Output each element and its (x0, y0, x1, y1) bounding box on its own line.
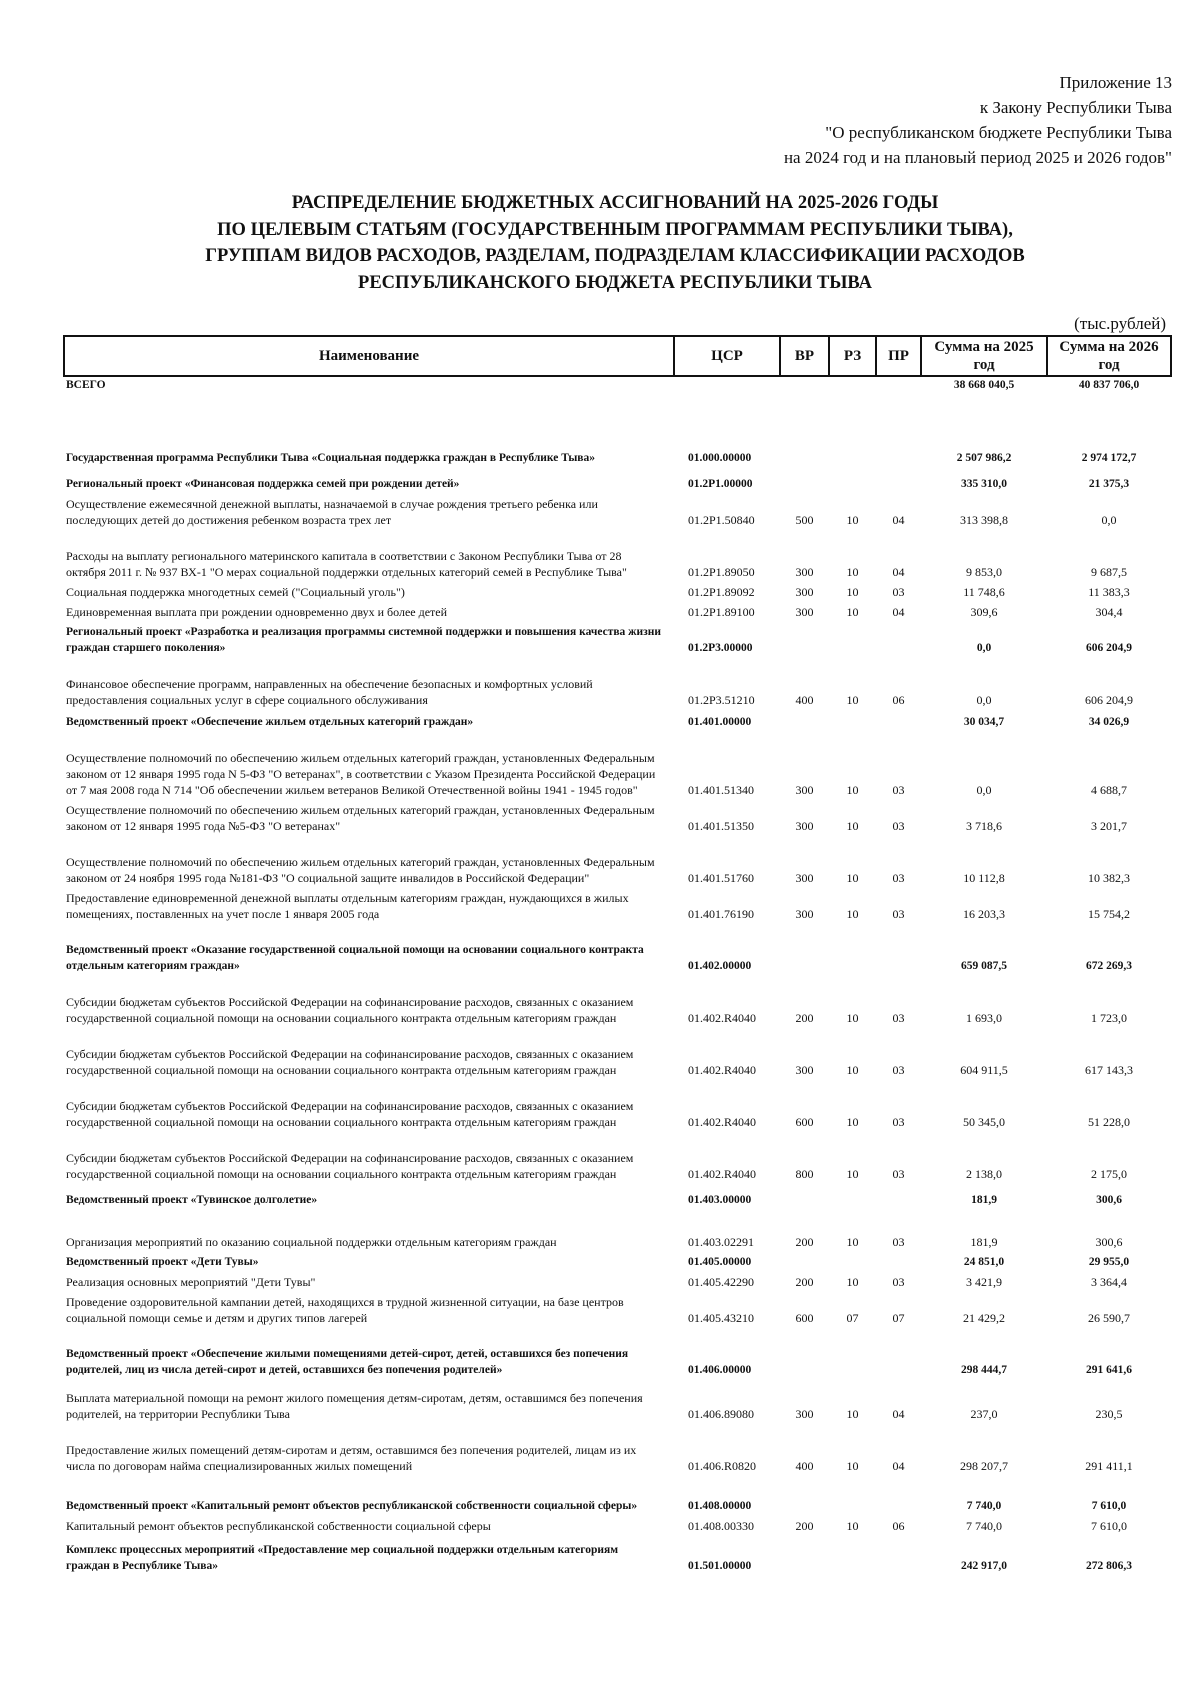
cell-rz (829, 620, 876, 656)
cell-pr: 03 (892, 1011, 905, 1025)
cell-pr (876, 922, 921, 974)
cell-rz (829, 708, 876, 730)
cell-csr: 01.403.00000 (688, 1194, 752, 1206)
cell-csr: 01.406.R0820 (688, 1459, 757, 1473)
title-line: РЕСПУБЛИКАНСКОГО БЮДЖЕТА РЕСПУБЛИКИ ТЫВА (358, 272, 872, 293)
table-row (64, 922, 1171, 974)
cell-pr (876, 1474, 921, 1514)
cell-name: Расходы на выплату регионального материнского капитала в соответствии с Законом Республики Тыва от 28 октября 2011 г. № 937 ВХ-1 "О мерах социальной поддержки отдельных категорий семей в Республике Тыва" (66, 549, 627, 579)
cell-rz: 10 (846, 1115, 859, 1129)
cell-name: Социальная поддержка многодетных семей ("Социальный уголь") (66, 585, 405, 599)
cell-name: Осуществление полномочий по обеспечению жильем отдельных категорий граждан, установленных Федеральным законом от 12 января 1995 года N 5-ФЗ "О ветеранах", в соответствии с Указом Президента Российской Федерации от 7 мая 2008 года N 714 "Об обеспечении жильем ветеранов Великой Отечественной войны 1941 - 1945 годов" (66, 751, 656, 797)
header-sum-2026: Сумма на 2026 год (1047, 336, 1171, 376)
cell-s2025: 1 693,0 (966, 1011, 1002, 1025)
cell-name: Субсидии бюджетам субъектов Российской Федерации на софинансирование расходов, связанных с оказанием государственной социальной помощи на основании социального контракта отдельным категориям граждан (66, 1099, 634, 1129)
cell-s2026: 2 175,0 (1091, 1167, 1127, 1181)
cell-rz: 10 (846, 1235, 859, 1249)
table-row (64, 1514, 1171, 1534)
cell-pr: 04 (892, 605, 905, 619)
cell-rz: 10 (846, 819, 859, 833)
cell-vr (780, 1534, 829, 1574)
table-row (64, 580, 1171, 600)
cell-csr: 01.405.43210 (688, 1311, 754, 1325)
cell-vr: 300 (795, 907, 814, 921)
cell-pr: 03 (892, 819, 905, 833)
table-row (64, 492, 1171, 528)
cell-name: Государственная программа Республики Тыва «Социальная поддержка граждан в Республике Тыва» (66, 452, 596, 464)
cell-s2025: 313 398,8 (960, 513, 1008, 527)
cell-s2026: 10 382,3 (1088, 871, 1130, 885)
table-row (64, 708, 1171, 730)
table-row (64, 1208, 1171, 1250)
cell-s2025: 30 034,7 (963, 716, 1005, 728)
cell-name: Комплекс процессных мероприятий «Предоставление мер социальной поддержки отдельным категориям граждан в Республике Тыва» (66, 1544, 619, 1572)
cell-rz: 10 (846, 1519, 859, 1533)
cell-csr: 01.401.76190 (688, 907, 754, 921)
cell-pr: 03 (892, 1063, 905, 1077)
cell-rz: 10 (846, 1459, 859, 1473)
cell-s2026: 2 974 172,7 (1081, 452, 1137, 464)
table-row (64, 656, 1171, 708)
cell-pr (876, 1182, 921, 1208)
cell-rz (829, 1474, 876, 1514)
cell-name: Ведомственный проект «Обеспечение жильем отдельных категорий граждан» (66, 716, 474, 728)
table-row (64, 798, 1171, 834)
cell-s2026: 291 411,1 (1085, 1459, 1133, 1473)
cell-name: Ведомственный проект «Тувинское долголетие» (66, 1194, 318, 1206)
cell-s2026: 304,4 (1095, 605, 1123, 619)
cell-s2025: 309,6 (970, 605, 998, 619)
cell-pr (876, 376, 921, 420)
cell-rz: 10 (846, 1407, 859, 1421)
cell-s2026: 291 641,6 (1086, 1364, 1132, 1376)
cell-s2026: 272 806,3 (1086, 1560, 1132, 1572)
cell-csr: 01.408.00330 (688, 1519, 754, 1533)
cell-csr: 01.2P1.89050 (688, 565, 755, 579)
cell-rz: 10 (846, 783, 859, 797)
cell-csr: 01.403.02291 (688, 1235, 754, 1249)
cell-s2026: 230,5 (1095, 1407, 1123, 1421)
cell-vr (780, 466, 829, 492)
document-title (60, 190, 1170, 296)
table-row (64, 886, 1171, 922)
cell-rz: 10 (846, 693, 859, 707)
cell-vr (780, 376, 829, 420)
cell-vr: 600 (795, 1311, 814, 1325)
header-csr: ЦСР (674, 336, 780, 376)
cell-csr: 01.401.51760 (688, 871, 754, 885)
cell-pr (876, 620, 921, 656)
table-row (64, 376, 1171, 420)
cell-vr: 600 (795, 1115, 814, 1129)
cell-name: Проведение оздоровительной кампании детей, находящихся в трудной жизненной ситуации, на базе центров социальной помощи семье и детям и других типов лагерей (66, 1295, 624, 1325)
cell-csr: 01.402.R4040 (688, 1115, 757, 1129)
appendix-line: Приложение 13 (1059, 73, 1172, 92)
table-row (64, 1422, 1171, 1474)
cell-pr (876, 1250, 921, 1270)
cell-s2026: 3 201,7 (1091, 819, 1127, 833)
appendix-note (784, 70, 1172, 170)
cell-vr (780, 922, 829, 974)
cell-vr: 300 (795, 565, 814, 579)
cell-name: ВСЕГО (66, 379, 106, 391)
cell-name: Региональный проект «Финансовая поддержка семей при рождении детей» (66, 478, 460, 490)
cell-name: Региональный проект «Разработка и реализация программы системной поддержки и повышения качества жизни граждан старшего поколения» (66, 626, 662, 654)
table-row (64, 1078, 1171, 1130)
cell-s2025: 237,0 (970, 1407, 998, 1421)
cell-vr: 300 (795, 783, 814, 797)
cell-vr (780, 1250, 829, 1270)
cell-s2025: 3 421,9 (966, 1275, 1002, 1289)
cell-name: Ведомственный проект «Капитальный ремонт объектов республиканской собственности социальной сферы» (66, 1500, 638, 1512)
cell-name: Осуществление полномочий по обеспечению жильем отдельных категорий граждан, установленных Федеральным законом от 12 января 1995 года №5-ФЗ "О ветеранах" (66, 803, 655, 833)
cell-pr: 06 (892, 693, 905, 707)
cell-pr (876, 466, 921, 492)
cell-pr: 07 (892, 1311, 905, 1325)
cell-vr (780, 1182, 829, 1208)
cell-rz: 10 (846, 1063, 859, 1077)
cell-s2025: 11 748,6 (963, 585, 1005, 599)
table-row (64, 974, 1171, 1026)
cell-s2026: 617 143,3 (1085, 1063, 1133, 1077)
table-row (64, 620, 1171, 656)
cell-rz (829, 1534, 876, 1574)
cell-s2026: 1 723,0 (1091, 1011, 1127, 1025)
cell-csr: 01.2P1.00000 (688, 478, 753, 490)
cell-pr: 04 (892, 565, 905, 579)
cell-csr: 01.401.51350 (688, 819, 754, 833)
cell-vr: 800 (795, 1167, 814, 1181)
cell-s2026: 0,0 (1101, 513, 1117, 527)
cell-s2025: 16 203,3 (963, 907, 1005, 921)
cell-name: Ведомственный проект «Оказание государственной социальной помощи на основании социального контракта отдельным категориям граждан» (66, 944, 644, 972)
cell-pr: 03 (892, 783, 905, 797)
cell-rz (829, 1182, 876, 1208)
cell-csr: 01.408.00000 (688, 1500, 752, 1512)
cell-s2025: 604 911,5 (960, 1063, 1008, 1077)
cell-vr: 300 (795, 819, 814, 833)
cell-vr: 300 (795, 1407, 814, 1421)
cell-s2025: 298 207,7 (960, 1459, 1008, 1473)
cell-pr: 03 (892, 1235, 905, 1249)
table-row (64, 1326, 1171, 1378)
cell-pr: 03 (892, 871, 905, 885)
cell-rz: 10 (846, 513, 859, 527)
cell-pr (876, 1534, 921, 1574)
cell-vr: 400 (795, 1459, 814, 1473)
table-row (64, 466, 1171, 492)
cell-rz: 10 (846, 1275, 859, 1289)
table-body (64, 376, 1171, 1574)
table-row (64, 1290, 1171, 1326)
cell-pr: 04 (892, 1459, 905, 1473)
table-row (64, 1182, 1171, 1208)
cell-pr: 03 (892, 1275, 905, 1289)
cell-s2026: 26 590,7 (1088, 1311, 1130, 1325)
cell-name: Предоставление единовременной денежной выплаты отдельным категориям граждан, нуждающихся в жилых помещениях, поставленных на учет после 1 января 2005 года (66, 891, 629, 921)
unit-label: (тыс.рублей) (1074, 314, 1166, 333)
table-row (64, 528, 1171, 580)
cell-s2025: 659 087,5 (961, 960, 1007, 972)
cell-vr: 200 (795, 1275, 814, 1289)
cell-name: Ведомственный проект «Обеспечение жилыми помещениями детей-сирот, детей, оставшихся без попечения родителей, лиц из числа детей-сирот и детей, оставшихся без попечения родителей» (66, 1348, 629, 1376)
title-line: РАСПРЕДЕЛЕНИЕ БЮДЖЕТНЫХ АССИГНОВАНИЙ НА 2025-2026 ГОДЫ (291, 193, 939, 213)
cell-s2025: 3 718,6 (966, 819, 1002, 833)
header-rz: РЗ (829, 336, 876, 376)
cell-s2026: 15 754,2 (1088, 907, 1130, 921)
cell-s2025: 9 853,0 (966, 565, 1002, 579)
cell-csr: 01.2P3.51210 (688, 693, 755, 707)
cell-name: Выплата материальной помощи на ремонт жилого помещения детям-сиротам, детям, оставшимся без попечения родителей, на территории Республики Тыва (66, 1391, 643, 1421)
header-sum-2025: Сумма на 2025 год (921, 336, 1047, 376)
title-line: ГРУППАМ ВИДОВ РАСХОДОВ, РАЗДЕЛАМ, ПОДРАЗДЕЛАМ КЛАССИФИКАЦИИ РАСХОДОВ (205, 246, 1025, 266)
cell-csr (674, 376, 780, 420)
cell-s2025: 0,0 (976, 783, 992, 797)
table-row (64, 730, 1171, 798)
cell-pr: 06 (892, 1519, 905, 1533)
cell-csr: 01.406.00000 (688, 1364, 752, 1376)
cell-rz (829, 1250, 876, 1270)
cell-s2026: 300,6 (1095, 1235, 1123, 1249)
cell-vr (780, 1474, 829, 1514)
header-pr: ПР (876, 336, 921, 376)
cell-name: Единовременная выплата при рождении одновременно двух и более детей (66, 605, 448, 619)
cell-name: Субсидии бюджетам субъектов Российской Федерации на софинансирование расходов, связанных с оказанием государственной социальной помощи на основании социального контракта отдельным категориям граждан (66, 995, 634, 1025)
table-row (64, 1026, 1171, 1078)
cell-csr: 01.402.00000 (688, 960, 752, 972)
cell-vr (780, 1326, 829, 1378)
cell-rz: 10 (846, 871, 859, 885)
cell-vr (780, 708, 829, 730)
cell-s2026: 606 204,9 (1086, 642, 1132, 654)
cell-s2026: 300,6 (1096, 1194, 1122, 1206)
cell-s2025: 335 310,0 (961, 478, 1007, 490)
cell-s2026: 51 228,0 (1088, 1115, 1130, 1129)
table-row (64, 1250, 1171, 1270)
cell-rz (829, 922, 876, 974)
cell-csr: 01.2P1.50840 (688, 513, 755, 527)
cell-s2025: 181,9 (971, 1194, 997, 1206)
cell-vr: 300 (795, 871, 814, 885)
cell-vr: 200 (795, 1519, 814, 1533)
cell-s2026: 7 610,0 (1091, 1519, 1127, 1533)
cell-s2025: 0,0 (976, 642, 992, 654)
cell-vr: 200 (795, 1011, 814, 1025)
cell-s2026: 40 837 706,0 (1078, 379, 1140, 391)
cell-vr: 300 (795, 1063, 814, 1077)
cell-s2026: 9 687,5 (1091, 565, 1127, 579)
table-row (64, 834, 1171, 886)
cell-s2025: 181,9 (970, 1235, 998, 1249)
cell-rz: 10 (846, 585, 859, 599)
cell-pr: 03 (892, 585, 905, 599)
cell-csr: 01.402.R4040 (688, 1167, 757, 1181)
cell-s2026: 29 955,0 (1088, 1256, 1130, 1268)
cell-s2025: 7 740,0 (966, 1500, 1002, 1512)
cell-s2025: 10 112,8 (963, 871, 1005, 885)
cell-vr: 300 (795, 585, 814, 599)
appendix-line: к Закону Республики Тыва (979, 98, 1172, 117)
cell-rz: 10 (846, 1167, 859, 1181)
cell-s2025: 21 429,2 (963, 1311, 1005, 1325)
cell-name: Предоставление жилых помещений детям-сиротам и детям, оставшимся без попечения родителей, лицам из их числа по договорам найма специализированных жилых помещений (66, 1443, 637, 1473)
cell-vr: 300 (795, 605, 814, 619)
table-row (64, 420, 1171, 466)
table-row (64, 600, 1171, 620)
cell-name: Осуществление ежемесячной денежной выплаты, назначаемой в случае рождения третьего ребенка или последующих детей до достижения ребенком возраста трех лет (66, 497, 598, 527)
cell-s2026: 34 026,9 (1088, 716, 1130, 728)
cell-pr: 03 (892, 1167, 905, 1181)
cell-rz: 10 (846, 1011, 859, 1025)
cell-pr (876, 708, 921, 730)
cell-s2025: 2 138,0 (966, 1167, 1002, 1181)
budget-table (63, 335, 1172, 1574)
cell-csr: 01.405.42290 (688, 1275, 754, 1289)
cell-rz: 10 (846, 907, 859, 921)
cell-name: Финансовое обеспечение программ, направленных на обеспечение безопасных и комфортных условий предоставления социальных услуг в сфере социального обслуживания (66, 677, 593, 707)
cell-s2025: 2 507 986,2 (956, 452, 1012, 464)
cell-csr: 01.402.R4040 (688, 1011, 757, 1025)
cell-vr: 500 (795, 513, 814, 527)
header-name: Наименование (64, 336, 674, 376)
cell-rz (829, 466, 876, 492)
table-header-row (64, 336, 1171, 376)
cell-s2025: 24 851,0 (963, 1256, 1005, 1268)
cell-rz (829, 1326, 876, 1378)
cell-rz: 10 (846, 605, 859, 619)
header-vr: ВР (780, 336, 829, 376)
cell-rz: 07 (846, 1311, 859, 1325)
table-row (64, 1534, 1171, 1574)
appendix-line: "О республиканском бюджете Республики Тыва (825, 123, 1172, 142)
cell-name: Ведомственный проект «Дети Тувы» (66, 1256, 259, 1268)
cell-s2026: 11 383,3 (1088, 585, 1130, 599)
cell-name: Реализация основных мероприятий "Дети Тувы" (66, 1275, 316, 1289)
cell-pr (876, 420, 921, 466)
cell-name: Субсидии бюджетам субъектов Российской Федерации на софинансирование расходов, связанных с оказанием государственной социальной помощи на основании социального контракта отдельным категориям граждан (66, 1151, 634, 1181)
appendix-line: на 2024 год и на плановый период 2025 и 2026 годов" (783, 148, 1172, 167)
cell-pr (876, 1326, 921, 1378)
cell-s2025: 298 444,7 (961, 1364, 1007, 1376)
cell-csr: 01.2P1.89100 (688, 605, 755, 619)
cell-csr: 01.2P1.89092 (688, 585, 755, 599)
cell-s2026: 4 688,7 (1091, 783, 1127, 797)
cell-rz (829, 376, 876, 420)
cell-s2025: 0,0 (976, 693, 992, 707)
cell-s2025: 7 740,0 (966, 1519, 1002, 1533)
table-row (64, 1130, 1171, 1182)
cell-csr: 01.401.51340 (688, 783, 754, 797)
cell-s2026: 672 269,3 (1086, 960, 1132, 972)
cell-s2026: 606 204,9 (1085, 693, 1133, 707)
cell-vr: 200 (795, 1235, 814, 1249)
cell-s2025: 50 345,0 (963, 1115, 1005, 1129)
cell-csr: 01.000.00000 (688, 452, 752, 464)
cell-csr: 01.406.89080 (688, 1407, 754, 1421)
table-row (64, 1474, 1171, 1514)
cell-vr (780, 620, 829, 656)
cell-pr: 04 (892, 1407, 905, 1421)
cell-csr: 01.401.00000 (688, 716, 752, 728)
cell-pr: 03 (892, 1115, 905, 1129)
cell-s2025: 242 917,0 (961, 1560, 1007, 1572)
table-row (64, 1378, 1171, 1422)
cell-s2026: 7 610,0 (1091, 1500, 1127, 1512)
table-row (64, 1270, 1171, 1290)
cell-vr (780, 420, 829, 466)
cell-s2026: 3 364,4 (1091, 1275, 1127, 1289)
cell-csr: 01.2P3.00000 (688, 642, 753, 654)
cell-vr: 400 (795, 693, 814, 707)
title-line: ПО ЦЕЛЕВЫМ СТАТЬЯМ (ГОСУДАРСТВЕННЫМ ПРОГРАММАМ РЕСПУБЛИКИ ТЫВА), (217, 219, 1013, 240)
cell-rz: 10 (846, 565, 859, 579)
cell-s2026: 21 375,3 (1088, 478, 1130, 490)
cell-rz (829, 420, 876, 466)
cell-pr: 03 (892, 907, 905, 921)
cell-csr: 01.402.R4040 (688, 1063, 757, 1077)
cell-csr: 01.501.00000 (688, 1560, 752, 1572)
cell-pr: 04 (892, 513, 905, 527)
cell-name: Осуществление полномочий по обеспечению жильем отдельных категорий граждан, установленных Федеральным законом от 24 ноября 1995 года №181-ФЗ "О социальной защите инвалидов в Российской Федерации" (66, 855, 655, 885)
cell-name: Субсидии бюджетам субъектов Российской Федерации на софинансирование расходов, связанных с оказанием государственной социальной помощи на основании социального контракта отдельным категориям граждан (66, 1047, 634, 1077)
cell-s2025: 38 668 040,5 (953, 379, 1015, 391)
cell-name: Организация мероприятий по оказанию социальной поддержки отдельным категориям граждан (66, 1235, 557, 1249)
cell-name: Капитальный ремонт объектов республиканской собственности социальной сферы (66, 1519, 491, 1533)
cell-csr: 01.405.00000 (688, 1256, 752, 1268)
